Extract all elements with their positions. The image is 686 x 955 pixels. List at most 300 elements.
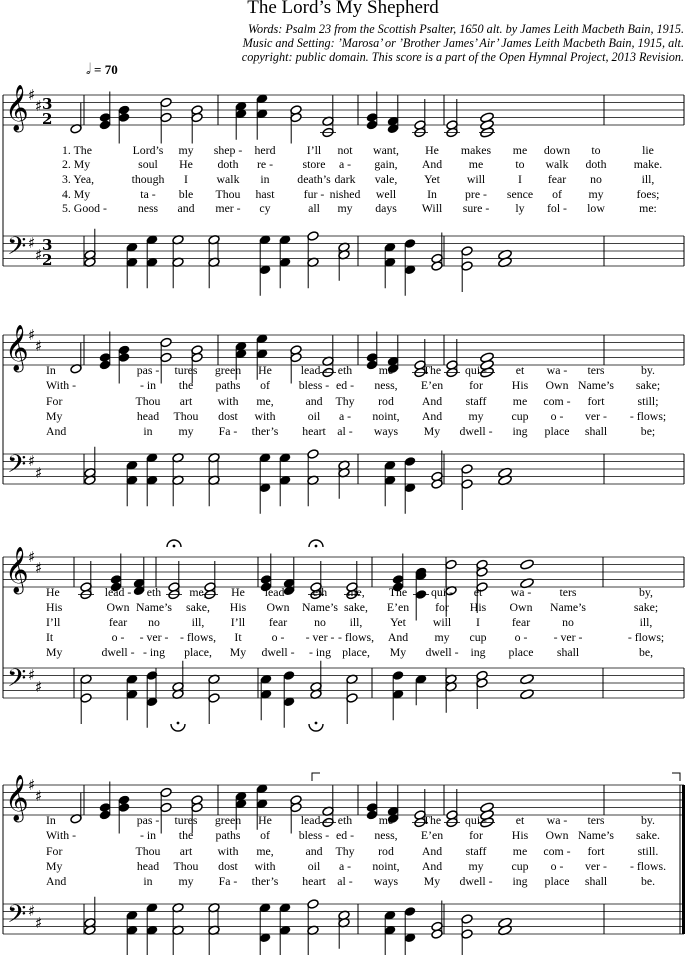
sharp-icon: ♯ — [35, 787, 43, 805]
lyric-syllable: I’ll — [46, 615, 61, 629]
lyric-syllable: et — [515, 813, 525, 827]
lyric-syllable: ill, — [349, 615, 363, 629]
melody-note — [520, 559, 535, 571]
lyric-syllable: green — [214, 813, 242, 827]
lyric-syllable: for — [469, 828, 483, 842]
hymn-title: The Lord’s My Shepherd — [247, 0, 439, 18]
time-signature-numerator: 3 — [42, 236, 53, 254]
lyric-syllable: ing — [512, 874, 528, 888]
lyric-syllable: to — [515, 157, 525, 171]
lyric-syllable: - flows; — [629, 409, 667, 423]
lyric-syllable: o - — [271, 630, 285, 644]
lyric-syllable: gain, — [374, 157, 398, 171]
sharp-icon: ♯ — [28, 902, 36, 920]
lyric-syllable: noint, — [372, 409, 400, 423]
lyric-syllable: sure - — [462, 201, 490, 215]
lyric-syllable: His — [229, 600, 247, 614]
lyric-syllable: fear — [108, 615, 128, 629]
lyric-syllable: dost — [218, 409, 238, 423]
lyric-syllable: Thou — [215, 187, 241, 201]
half-note-icon: 𝅗𝅥 — [86, 62, 91, 78]
lyric-syllable: Lord’s — [132, 143, 164, 157]
lyric-syllable: my — [178, 143, 194, 157]
lyric-syllable: ther’s — [251, 424, 279, 438]
lyric-syllable: ing — [512, 424, 528, 438]
lyric-syllable: me, — [347, 585, 365, 599]
lyric-syllable: His — [511, 828, 529, 842]
lyric-syllable: - flows, — [337, 630, 375, 644]
lyric-syllable: wa - — [546, 363, 568, 377]
lyric-syllable: His — [511, 378, 529, 392]
lyric-syllable: with — [254, 859, 276, 873]
credit-words: Words: Psalm 23 from the Scottish Psalter, 1650 alt. by James Leith Macbeth Bain, 1915. — [247, 22, 684, 36]
lyric-syllable: by, — [639, 585, 653, 599]
lyric-syllable: ters — [559, 585, 577, 599]
lyric-syllable: re - — [256, 157, 274, 171]
lyric-syllable: Own — [509, 600, 533, 614]
credit-music: Music and Setting: ’Marosa’ or ’Brother James’ Air’ James Leith Macbeth Bain, 1915, alt. — [242, 36, 684, 50]
lyric-syllable: by. — [641, 363, 655, 377]
sharp-icon: ♯ — [28, 234, 36, 252]
lyric-syllable: sake; — [635, 378, 661, 392]
sharp-icon: ♯ — [28, 776, 36, 794]
sharp-icon: ♯ — [28, 548, 36, 566]
lyric-syllable: And — [387, 630, 409, 644]
lyric-syllable: rod — [378, 394, 394, 408]
lyric-syllable: I — [518, 172, 522, 186]
lyric-syllable: shep - — [213, 143, 243, 157]
lyric-syllable: no — [562, 615, 574, 629]
lyric-syllable: no — [590, 172, 602, 186]
lyric-syllable: bless - — [298, 828, 330, 842]
lyric-syllable: o - — [550, 859, 564, 873]
lyric-syllable: a - — [338, 157, 352, 171]
lyric-syllable: Yet — [424, 172, 440, 186]
lyric-syllable: will — [432, 615, 452, 629]
lyric-syllable: - ver - — [139, 630, 169, 644]
lyric-syllable: dwell - — [459, 424, 493, 438]
lyric-syllable: art — [179, 844, 193, 858]
lyric-syllable: doth — [585, 157, 607, 171]
lyric-syllable: me, — [256, 844, 274, 858]
lyric-syllable: with — [217, 394, 239, 408]
lyric-syllable: ways — [373, 424, 399, 438]
lyric-syllable: My — [46, 409, 63, 423]
sharp-icon: ♯ — [28, 86, 36, 104]
lyric-syllable: fur - — [303, 187, 325, 201]
lyric-syllable: oil — [307, 859, 321, 873]
lyric-syllable: Name’s — [301, 600, 339, 614]
lyric-syllable: paths — [215, 828, 241, 842]
lyric-syllable: of — [260, 828, 270, 842]
lyric-syllable: makes — [460, 143, 492, 157]
lyric-syllable: my — [468, 859, 484, 873]
lyric-syllable: Name’s — [135, 600, 173, 614]
volta-bracket-end — [672, 773, 680, 781]
lyric-syllable: for — [435, 600, 449, 614]
lyric-syllable: fear — [268, 615, 288, 629]
lyric-syllable: down — [543, 143, 571, 157]
lyric-syllable: the — [178, 378, 194, 392]
treble-clef-icon: 𝄞 — [5, 85, 29, 131]
lyric-syllable: me: — [639, 201, 657, 215]
lyric-syllable: - flows, — [179, 630, 217, 644]
lyric-syllable: me, — [256, 394, 274, 408]
treble-clef-icon: 𝄞 — [5, 775, 29, 821]
lyric-syllable: doth — [217, 157, 239, 171]
lyric-syllable: herd — [254, 143, 276, 157]
lyric-syllable: My — [423, 424, 441, 438]
lyric-syllable: me, — [189, 585, 207, 599]
lyric-syllable: foes; — [636, 187, 660, 201]
lyric-syllable: I — [184, 172, 188, 186]
lyric-syllable: - flows; — [627, 630, 665, 644]
lyric-syllable: dwell - — [261, 645, 295, 659]
lyric-syllable: sence — [506, 187, 534, 201]
lyric-syllable: - in — [139, 378, 157, 392]
lyric-syllable: He — [425, 143, 439, 157]
time-signature-denominator: 2 — [42, 251, 53, 269]
lyric-syllable: com - — [543, 394, 571, 408]
lyric-syllable: He — [258, 813, 272, 827]
lyric-syllable: And — [421, 157, 443, 171]
lyric-syllable: eth — [146, 585, 162, 599]
lyric-syllable: dost — [218, 859, 238, 873]
lyric-syllable: well — [375, 187, 397, 201]
treble-clef-icon: 𝄞 — [5, 547, 29, 593]
lyric-syllable: my — [178, 874, 194, 888]
lyric-syllable: be, — [638, 645, 654, 659]
lyric-syllable: The — [422, 363, 442, 377]
lyric-syllable: my — [337, 201, 353, 215]
lyric-syllable: cy — [259, 201, 271, 215]
lyric-syllable: ill, — [191, 615, 205, 629]
lyric-syllable: And — [421, 409, 443, 423]
lyric-syllable: I — [476, 615, 480, 629]
lyric-syllable: head — [136, 859, 160, 873]
lyric-syllable: He — [258, 363, 272, 377]
lyric-syllable: It — [234, 630, 242, 644]
lyric-syllable: of — [260, 378, 270, 392]
lyric-syllable: fear — [547, 172, 567, 186]
sharp-icon: ♯ — [35, 97, 43, 115]
lyric-syllable: And — [421, 394, 443, 408]
lyric-syllable: lead - — [300, 363, 328, 377]
lyric-syllable: With - — [46, 828, 76, 842]
lyric-syllable: - ing — [143, 645, 165, 659]
lyric-syllable: - ver - — [553, 630, 583, 644]
time-signature-denominator: 2 — [42, 110, 53, 128]
lyric-syllable: hast — [255, 187, 275, 201]
sharp-icon: ♯ — [35, 246, 43, 264]
lyric-syllable: mer - — [215, 201, 241, 215]
fermata-dot — [315, 545, 318, 548]
lyric-syllable: me — [512, 143, 528, 157]
lyric-syllable: heart — [302, 424, 326, 438]
lyric-syllable: My — [389, 645, 407, 659]
lyric-syllable: I’ll — [230, 615, 246, 629]
lyric-syllable: sake. — [636, 828, 660, 842]
lyric-syllable: noint, — [372, 859, 400, 873]
lyric-syllable: 5. Good - — [62, 201, 107, 215]
lyric-syllable: Name’s — [577, 828, 615, 842]
lyric-syllable: I’ll — [306, 143, 322, 157]
lyric-syllable: et — [515, 363, 525, 377]
lyric-syllable: lead - — [264, 585, 292, 599]
lyric-syllable: low — [587, 201, 605, 215]
lyric-syllable: will — [466, 172, 486, 186]
lyric-syllable: His — [46, 600, 63, 614]
lyric-syllable: my — [178, 424, 194, 438]
lyric-syllable: ver - — [585, 859, 607, 873]
lyric-syllable: me — [378, 363, 394, 377]
lyric-syllable: no — [314, 615, 326, 629]
lyric-syllable: of — [552, 187, 562, 201]
lyric-syllable: In — [427, 187, 437, 201]
bass-clef-icon: 𝄢 — [7, 450, 27, 485]
lyric-syllable: sake; — [633, 600, 659, 614]
lyric-syllable: shall — [584, 424, 608, 438]
lyric-syllable: and — [305, 394, 323, 408]
sharp-icon: ♯ — [28, 666, 36, 684]
lyric-syllable: pre - — [465, 187, 487, 201]
sharp-icon: ♯ — [35, 678, 43, 696]
lyric-syllable: lead - — [300, 813, 328, 827]
lyric-syllable: Fa - — [218, 424, 238, 438]
lyric-syllable: for — [469, 378, 483, 392]
lyric-syllable: ways — [373, 874, 399, 888]
lyric-syllable: eth — [337, 813, 353, 827]
lyric-syllable: dwell - — [425, 645, 459, 659]
lyric-syllable: sake, — [186, 600, 210, 614]
lyric-syllable: And — [46, 424, 67, 438]
lyric-syllable: fort — [587, 844, 605, 858]
lyric-syllable: in — [260, 172, 270, 186]
lyric-syllable: In — [46, 813, 56, 827]
lyric-syllable: ly — [515, 201, 525, 215]
lyric-syllable: my — [588, 187, 604, 201]
lyric-syllable: In — [46, 363, 56, 377]
lyric-syllable: soul — [138, 157, 158, 171]
lyric-syllable: ed - — [335, 828, 355, 842]
lyric-syllable: green — [214, 363, 242, 377]
lyric-syllable: walk — [216, 172, 240, 186]
treble-clef-icon: 𝄞 — [5, 325, 29, 371]
lyric-syllable: His — [469, 600, 487, 614]
lyric-syllable: Own — [545, 378, 569, 392]
lyric-syllable: with — [254, 409, 276, 423]
sharp-icon: ♯ — [28, 452, 36, 470]
lyric-syllable: eth — [312, 585, 328, 599]
bass-clef-icon: 𝄢 — [7, 664, 27, 699]
lyric-syllable: all — [308, 201, 320, 215]
lyric-syllable: ver - — [585, 409, 607, 423]
lyric-syllable: ters — [587, 363, 605, 377]
lyric-syllable: And — [46, 874, 67, 888]
lyric-syllable: He — [231, 585, 245, 599]
lyric-syllable: still; — [637, 394, 659, 408]
lyric-syllable: For — [46, 394, 63, 408]
lyric-syllable: ness — [137, 201, 159, 215]
lyric-syllable: fear — [511, 615, 531, 629]
lyric-syllable: fol - — [547, 201, 567, 215]
lyric-syllable: ther’s — [251, 874, 279, 888]
lyric-syllable: - ing — [309, 645, 331, 659]
lyric-syllable: place — [544, 424, 570, 438]
time-signature-numerator: 3 — [42, 95, 53, 113]
lyric-syllable: My — [46, 859, 63, 873]
lyric-syllable: 4. My — [62, 187, 91, 201]
lyric-syllable: not — [337, 143, 353, 157]
lyric-syllable: and — [305, 844, 323, 858]
lyric-syllable: a - — [338, 859, 352, 873]
lyric-syllable: - ver - — [305, 630, 335, 644]
lyric-syllable: My — [46, 645, 63, 659]
lyric-syllable: be; — [640, 424, 656, 438]
lyric-syllable: store — [302, 157, 326, 171]
lyric-syllable: tures — [174, 363, 198, 377]
lyric-syllable: - in — [139, 828, 157, 842]
lyric-syllable: And — [421, 844, 443, 858]
lyric-syllable: paths — [215, 378, 241, 392]
lyric-syllable: me — [512, 844, 528, 858]
sharp-icon: ♯ — [28, 326, 36, 344]
lyric-syllable: Thou — [135, 394, 161, 408]
lyric-syllable: E’en — [420, 378, 444, 392]
lyric-syllable: 1. The — [62, 143, 92, 157]
lyric-syllable: head — [136, 409, 160, 423]
lyric-syllable: my — [468, 409, 484, 423]
lyric-syllable: shall — [556, 645, 580, 659]
lyric-syllable: And — [421, 859, 443, 873]
lyric-syllable: o - — [111, 630, 125, 644]
lyric-syllable: the — [178, 828, 194, 842]
final-barline-thick — [682, 785, 685, 934]
lyric-syllable: My — [423, 874, 441, 888]
lyric-syllable: al - — [337, 424, 353, 438]
lyric-syllable: Name’s — [577, 378, 615, 392]
lyric-syllable: Name’s — [549, 600, 587, 614]
lyric-syllable: al - — [337, 874, 353, 888]
lyric-syllable: bless - — [298, 378, 330, 392]
lyric-syllable: E’en — [386, 600, 410, 614]
lyric-syllable: He — [46, 585, 60, 599]
lyric-syllable: cup — [511, 409, 529, 423]
lyric-syllable: fort — [587, 394, 605, 408]
lyric-syllable: sake, — [344, 600, 368, 614]
lyric-syllable: and — [177, 201, 195, 215]
lyric-syllable: by. — [641, 813, 655, 827]
bass-clef-icon: 𝄢 — [7, 232, 27, 267]
lyric-syllable: make. — [633, 157, 663, 171]
lyric-syllable: no — [148, 615, 160, 629]
lyric-syllable: staff — [465, 394, 487, 408]
lyric-syllable: shall — [584, 874, 608, 888]
lyric-syllable: Own — [266, 600, 290, 614]
lyric-syllable: to — [591, 143, 601, 157]
lyric-syllable: Thy — [335, 394, 355, 408]
lyric-syllable: in — [143, 424, 153, 438]
lyric-syllable: rod — [378, 844, 394, 858]
lyric-syllable: lead - — [104, 585, 132, 599]
tempo-value: = 70 — [94, 62, 118, 77]
bass-clef-icon: 𝄢 — [7, 900, 27, 935]
lyric-syllable: ta - — [140, 187, 156, 201]
fermata-dot — [177, 722, 180, 725]
lyric-syllable: dwell - — [101, 645, 135, 659]
fermata-dot — [315, 722, 318, 725]
lyric-syllable: wa - — [510, 585, 532, 599]
lyric-syllable: Thy — [335, 844, 355, 858]
lyric-syllable: The — [388, 585, 408, 599]
lyric-syllable: ble — [178, 187, 194, 201]
lyric-syllable: with — [217, 844, 239, 858]
lyric-syllable: qui - — [465, 363, 487, 377]
lyric-syllable: place — [508, 645, 534, 659]
lyric-syllable: still. — [637, 844, 659, 858]
lyric-syllable: in — [143, 874, 153, 888]
lyric-syllable: Own — [545, 828, 569, 842]
lyric-syllable: pas - — [136, 813, 160, 827]
lyric-syllable: o - — [550, 409, 564, 423]
lyric-syllable: a - — [338, 409, 352, 423]
lyric-syllable: 2. My — [62, 157, 91, 171]
lyric-syllable: With - — [46, 378, 76, 392]
fermata-icon — [309, 724, 323, 731]
fermata-icon — [171, 724, 185, 731]
lyric-syllable: lie — [642, 143, 654, 157]
sharp-icon: ♯ — [35, 464, 43, 482]
lyric-syllable: cup — [511, 859, 529, 873]
lyric-syllable: me — [512, 394, 528, 408]
lyric-syllable: place — [544, 874, 570, 888]
lyric-syllable: com - — [543, 844, 571, 858]
volta-bracket-start — [312, 773, 320, 781]
lyric-syllable: ness, — [374, 378, 398, 392]
lyric-syllable: heart — [302, 874, 326, 888]
lyric-syllable: Fa - — [218, 874, 238, 888]
lyric-syllable: vale, — [374, 172, 398, 186]
lyric-syllable: be. — [640, 874, 656, 888]
lyric-syllable: Thou — [173, 409, 199, 423]
sharp-icon: ♯ — [35, 559, 43, 577]
fermata-dot — [173, 545, 176, 548]
lyric-syllable: E’en — [420, 828, 444, 842]
credit-copyright: copyright: public domain. This score is a part of the Open Hymnal Project, 2013 Revision. — [241, 50, 684, 64]
lyric-syllable: death’s — [297, 172, 331, 186]
lyric-syllable: oil — [307, 409, 321, 423]
lyric-syllable: ing — [470, 645, 486, 659]
lyric-syllable: me — [468, 157, 484, 171]
lyric-syllable: me — [378, 813, 394, 827]
lyric-syllable: It — [46, 630, 54, 644]
lyric-syllable: days — [375, 201, 397, 215]
lyric-syllable: o - — [514, 630, 528, 644]
lyric-syllable: ed - — [335, 378, 355, 392]
lyric-syllable: want, — [373, 143, 399, 157]
sharp-icon: ♯ — [35, 337, 43, 355]
lyric-syllable: Thou — [173, 859, 199, 873]
lyric-syllable: He — [179, 157, 193, 171]
lyric-syllable: place, — [184, 645, 212, 659]
lyric-syllable: tures — [174, 813, 198, 827]
lyric-syllable: For — [46, 844, 63, 858]
lyric-syllable: Yet — [390, 615, 406, 629]
lyric-syllable: art — [179, 394, 193, 408]
lyric-syllable: My — [229, 645, 247, 659]
lyric-syllable: eth — [337, 363, 353, 377]
lyric-syllable: my — [434, 630, 450, 644]
